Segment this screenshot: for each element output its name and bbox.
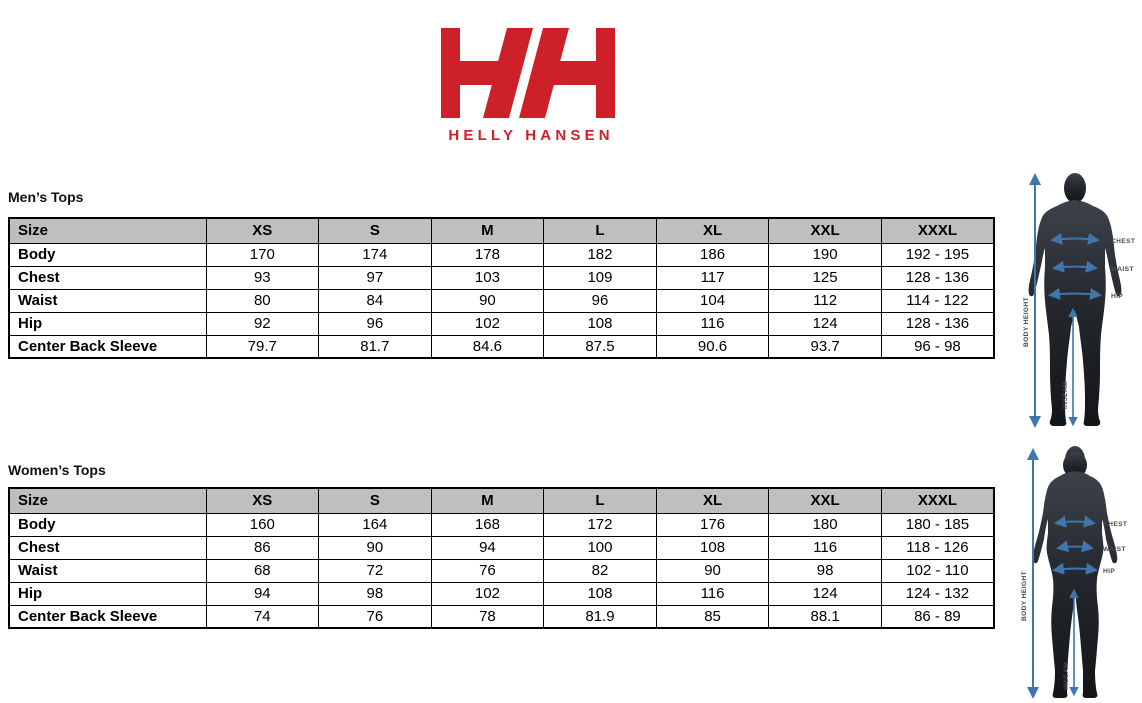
cell-value: 96 bbox=[544, 289, 657, 312]
cell-value: 112 bbox=[769, 289, 882, 312]
cell-value: 190 bbox=[769, 243, 882, 266]
cell-value: 124 bbox=[769, 582, 882, 605]
hh-logo-icon bbox=[441, 28, 615, 118]
cell-value: 118 - 126 bbox=[881, 536, 994, 559]
cell-value: 82 bbox=[544, 559, 657, 582]
mens-tops-title: Men’s Tops bbox=[8, 189, 84, 205]
cell-value: 98 bbox=[769, 559, 882, 582]
cell-value: 90 bbox=[656, 559, 769, 582]
col-header-xs: XS bbox=[206, 488, 319, 513]
col-header-l: L bbox=[544, 488, 657, 513]
table-row bbox=[9, 266, 994, 289]
table-row bbox=[9, 582, 994, 605]
row-label: Center Back Sleeve bbox=[9, 335, 206, 358]
cell-value: 124 - 132 bbox=[881, 582, 994, 605]
cell-value: 86 bbox=[206, 536, 319, 559]
cell-value: 93 bbox=[206, 266, 319, 289]
cell-value: 114 - 122 bbox=[881, 289, 994, 312]
col-header-xs: XS bbox=[206, 218, 319, 243]
cell-value: 182 bbox=[544, 243, 657, 266]
helly-hansen-logo bbox=[441, 28, 617, 144]
cell-value: 108 bbox=[544, 582, 657, 605]
cell-value: 116 bbox=[656, 582, 769, 605]
cell-value: 90.6 bbox=[656, 335, 769, 358]
cell-value: 176 bbox=[656, 513, 769, 536]
cell-value: 87.5 bbox=[544, 335, 657, 358]
cell-value: 96 bbox=[319, 312, 432, 335]
female-measurement-figure bbox=[1005, 441, 1142, 703]
cell-value: 72 bbox=[319, 559, 432, 582]
brand-text: HELLY HANSEN bbox=[448, 127, 614, 144]
womens-size-table bbox=[8, 487, 995, 629]
col-header-size: Size bbox=[9, 488, 206, 513]
table-row bbox=[9, 289, 994, 312]
table-header-row bbox=[9, 218, 994, 243]
cell-value: 116 bbox=[656, 312, 769, 335]
cell-value: 98 bbox=[319, 582, 432, 605]
cell-value: 81.7 bbox=[319, 335, 432, 358]
cell-value: 174 bbox=[319, 243, 432, 266]
waist-label: WAIST bbox=[1111, 266, 1134, 273]
col-header-xxl: XXL bbox=[769, 488, 882, 513]
cell-value: 90 bbox=[319, 536, 432, 559]
col-header-m: M bbox=[431, 488, 544, 513]
table-row bbox=[9, 513, 994, 536]
table-row bbox=[9, 312, 994, 335]
cell-value: 164 bbox=[319, 513, 432, 536]
waist-label: WAIST bbox=[1103, 546, 1126, 553]
col-header-xxxl: XXXL bbox=[881, 218, 994, 243]
cell-value: 160 bbox=[206, 513, 319, 536]
cell-value: 100 bbox=[544, 536, 657, 559]
cell-value: 84 bbox=[319, 289, 432, 312]
cell-value: 94 bbox=[431, 536, 544, 559]
cell-value: 81.9 bbox=[544, 605, 657, 628]
table-row bbox=[9, 559, 994, 582]
hip-label: HIP bbox=[1111, 293, 1124, 300]
cell-value: 108 bbox=[544, 312, 657, 335]
cell-value: 128 - 136 bbox=[881, 266, 994, 289]
cell-value: 168 bbox=[431, 513, 544, 536]
cell-value: 102 bbox=[431, 582, 544, 605]
hip-label: HIP bbox=[1103, 568, 1116, 575]
cell-value: 117 bbox=[656, 266, 769, 289]
cell-value: 76 bbox=[319, 605, 432, 628]
col-header-s: S bbox=[319, 218, 432, 243]
cell-value: 78 bbox=[431, 605, 544, 628]
cell-value: 74 bbox=[206, 605, 319, 628]
cell-value: 109 bbox=[544, 266, 657, 289]
cell-value: 104 bbox=[656, 289, 769, 312]
cell-value: 178 bbox=[431, 243, 544, 266]
cell-value: 79.7 bbox=[206, 335, 319, 358]
row-label: Center Back Sleeve bbox=[9, 605, 206, 628]
cell-value: 88.1 bbox=[769, 605, 882, 628]
row-label: Hip bbox=[9, 312, 206, 335]
row-label: Chest bbox=[9, 266, 206, 289]
row-label: Body bbox=[9, 243, 206, 266]
male-silhouette-icon bbox=[1005, 167, 1142, 432]
cell-value: 186 bbox=[656, 243, 769, 266]
body-height-label: BODY HEIGHT bbox=[1021, 570, 1028, 622]
cell-value: 116 bbox=[769, 536, 882, 559]
cell-value: 80 bbox=[206, 289, 319, 312]
table-row bbox=[9, 536, 994, 559]
row-label: Body bbox=[9, 513, 206, 536]
cell-value: 102 - 110 bbox=[881, 559, 994, 582]
cell-value: 180 bbox=[769, 513, 882, 536]
row-label: Waist bbox=[9, 559, 206, 582]
col-header-xxl: XXL bbox=[769, 218, 882, 243]
inseam-label: INSEAM bbox=[1062, 380, 1069, 410]
cell-value: 103 bbox=[431, 266, 544, 289]
table-header-row bbox=[9, 488, 994, 513]
col-header-s: S bbox=[319, 488, 432, 513]
col-header-xxxl: XXXL bbox=[881, 488, 994, 513]
col-header-m: M bbox=[431, 218, 544, 243]
cell-value: 125 bbox=[769, 266, 882, 289]
col-header-xl: XL bbox=[656, 488, 769, 513]
chest-label: CHEST bbox=[1103, 521, 1128, 528]
body-height-label: BODY HEIGHT bbox=[1023, 296, 1030, 348]
cell-value: 128 - 136 bbox=[881, 312, 994, 335]
table-row bbox=[9, 335, 994, 358]
cell-value: 192 - 195 bbox=[881, 243, 994, 266]
cell-value: 68 bbox=[206, 559, 319, 582]
cell-value: 108 bbox=[656, 536, 769, 559]
col-header-size: Size bbox=[9, 218, 206, 243]
table-row bbox=[9, 243, 994, 266]
cell-value: 96 - 98 bbox=[881, 335, 994, 358]
cell-value: 180 - 185 bbox=[881, 513, 994, 536]
row-label: Waist bbox=[9, 289, 206, 312]
cell-value: 85 bbox=[656, 605, 769, 628]
chest-label: CHEST bbox=[1111, 238, 1136, 245]
cell-value: 97 bbox=[319, 266, 432, 289]
cell-value: 102 bbox=[431, 312, 544, 335]
cell-value: 93.7 bbox=[769, 335, 882, 358]
cell-value: 124 bbox=[769, 312, 882, 335]
cell-value: 90 bbox=[431, 289, 544, 312]
cell-value: 172 bbox=[544, 513, 657, 536]
cell-value: 86 - 89 bbox=[881, 605, 994, 628]
cell-value: 84.6 bbox=[431, 335, 544, 358]
cell-value: 94 bbox=[206, 582, 319, 605]
female-silhouette-icon bbox=[1005, 441, 1142, 703]
mens-size-table bbox=[8, 217, 995, 359]
table-row bbox=[9, 605, 994, 628]
row-label: Hip bbox=[9, 582, 206, 605]
col-header-l: L bbox=[544, 218, 657, 243]
cell-value: 92 bbox=[206, 312, 319, 335]
col-header-xl: XL bbox=[656, 218, 769, 243]
male-measurement-figure bbox=[1005, 167, 1142, 432]
cell-value: 76 bbox=[431, 559, 544, 582]
cell-value: 170 bbox=[206, 243, 319, 266]
row-label: Chest bbox=[9, 536, 206, 559]
womens-tops-title: Women’s Tops bbox=[8, 462, 106, 478]
inseam-label: INSEAM bbox=[1063, 661, 1070, 691]
